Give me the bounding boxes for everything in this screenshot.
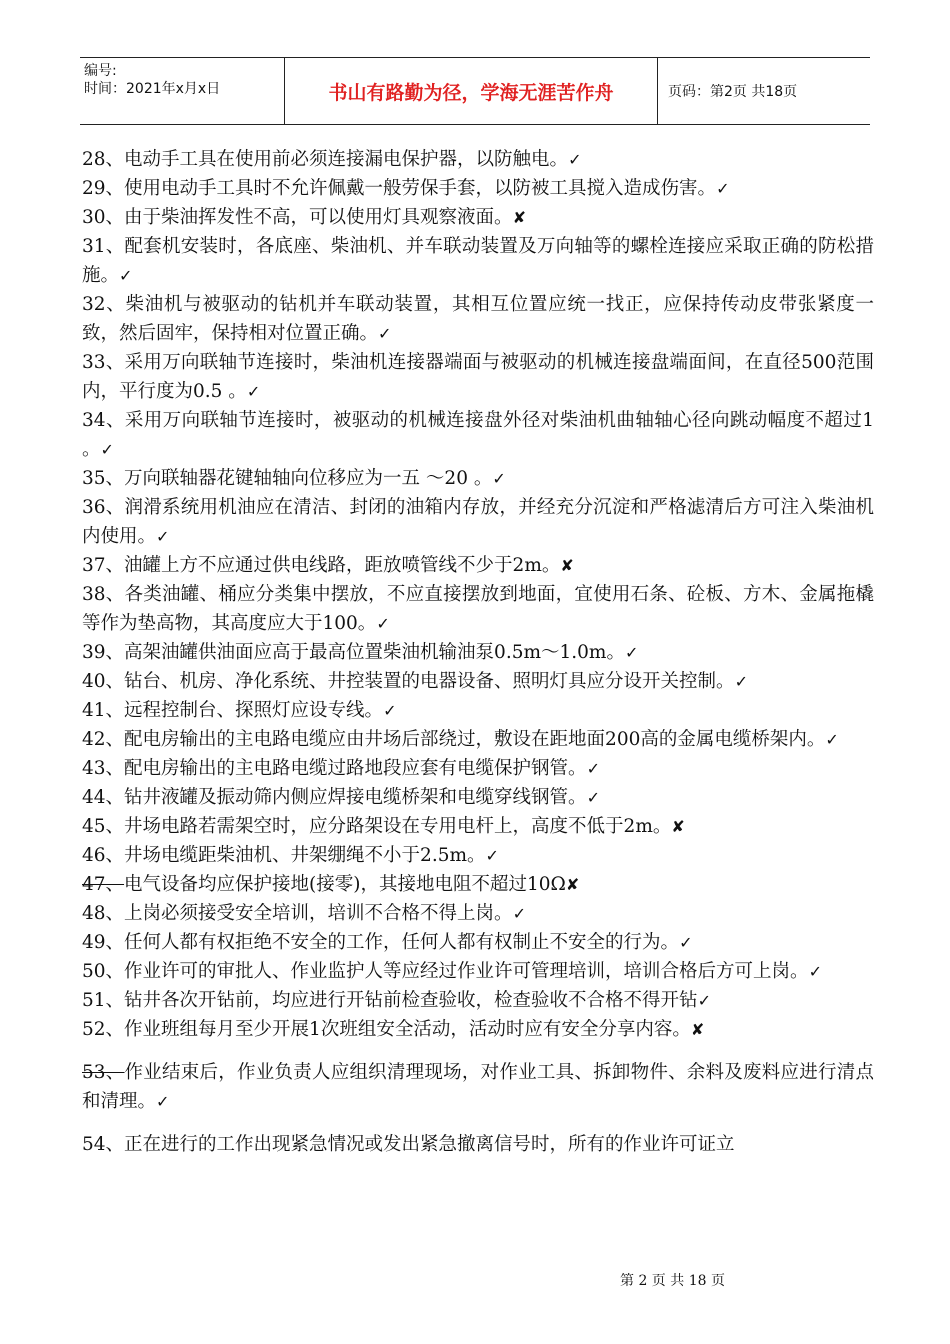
question-item: [82, 348, 874, 406]
question-text: 万向联轴器花键轴轴向位移应为一五 ～20 。: [124, 468, 493, 489]
check-mark-icon: ✓: [697, 991, 711, 1010]
question-item: [82, 696, 874, 725]
question-number: 38、: [82, 584, 125, 605]
question-text: 油罐上方不应通过供电线路，距放喷管线不少于2m。: [124, 555, 561, 576]
check-mark-icon: ✓: [492, 469, 506, 488]
check-mark-icon: ✓: [586, 759, 600, 778]
question-item: [82, 957, 874, 986]
check-mark-icon: ✓: [512, 904, 526, 923]
question-text: 配电房输出的主电路电缆应由井场后部绕过，敷设在距地面200高的金属电缆桥架内。: [124, 729, 826, 750]
motto: 书山有路勤为径，学海无涯苦作舟: [284, 58, 658, 124]
question-number: 54、: [82, 1134, 125, 1155]
question-number: 42、: [82, 729, 125, 750]
question-text: 电动手工具在使用前必须连接漏电保护器，以防触电。: [124, 149, 569, 170]
question-text: 配套机安装时，各底座、柴油机、并车联动装置及万向轴等的螺栓连接应采取正确的防松措施。: [82, 236, 874, 286]
number-label: 编号:: [84, 63, 117, 79]
question-number: 52、: [82, 1019, 125, 1040]
header-meta: [80, 58, 284, 124]
question-number: 46、: [82, 845, 125, 866]
question-text: 由于柴油挥发性不高，可以使用灯具观察液面。: [124, 207, 513, 228]
question-text: 采用万向联轴节连接时，柴油机连接器端面与被驱动的机械连接盘端面间，在直径500范围内，平行度为0.5 。: [82, 352, 874, 402]
question-number: 29、: [82, 178, 125, 199]
question-number: 39、: [82, 642, 125, 663]
question-number: 44、: [82, 787, 125, 808]
question-text: 作业结束后，作业负责人应组织清理现场，对作业工具、拆卸物件、余料及废料应进行清点和清理。: [82, 1062, 874, 1112]
question-item: [82, 812, 874, 841]
question-text: 高架油罐供油面应高于最高位置柴油机输油泵0.5m～1.0m。: [124, 642, 625, 663]
question-item: [82, 899, 874, 928]
question-text: 井场电缆距柴油机、井架绷绳不小于2.5m。: [124, 845, 486, 866]
page-info: 页码：第2页 共18页: [668, 84, 798, 100]
question-item: [82, 290, 874, 348]
question-text: 各类油罐、桶应分类集中摆放，不应直接摆放到地面，宜使用石条、砼板、方木、金属拖橇等作为垫高物，其高度应大于100。: [82, 584, 874, 634]
question-item: [82, 667, 874, 696]
check-mark-icon: ✓: [156, 1092, 170, 1111]
question-item: [82, 406, 874, 464]
time-label: 时间：2021年x月x日: [84, 81, 221, 97]
question-text: 钻台、机房、净化系统、井控装置的电器设备、照明灯具应分设开关控制。: [124, 671, 735, 692]
question-text: 采用万向联轴节连接时，被驱动的机械连接盘外径对柴油机曲轴轴心径向跳动幅度不超过1 。: [82, 410, 874, 460]
question-number: 37、: [82, 555, 125, 576]
check-mark-icon: ✓: [624, 643, 639, 662]
check-mark-icon: ✓: [376, 614, 390, 633]
question-item: [82, 203, 874, 232]
question-text: 井场电路若需架空时，应分路架设在专用电杆上，高度不低于2m。: [124, 816, 672, 837]
question-number: 30、: [82, 207, 125, 228]
question-number: 36、: [82, 497, 125, 518]
cross-mark-icon: ✘: [690, 1020, 705, 1039]
question-number: 49、: [82, 932, 125, 953]
question-item: [82, 145, 874, 174]
page-footer: 第 2 页 共 18 页: [620, 1273, 725, 1289]
question-text: 远程控制台、探照灯应设专线。: [124, 700, 384, 721]
question-text: 作业许可的审批人、作业监护人等应经过作业许可管理培训，培训合格后方可上岗。: [124, 961, 809, 982]
question-number: 41、: [82, 700, 125, 721]
check-mark-icon: ✓: [586, 788, 600, 807]
question-number: 53、: [82, 1062, 125, 1083]
question-text: 电气设备均应保护接地(接零)，其接地电阻不超过10Ω: [124, 874, 566, 895]
check-mark-icon: ✓: [734, 672, 748, 691]
cross-mark-icon: ✘: [565, 875, 580, 894]
question-text: 作业班组每月至少开展1次班组安全活动，活动时应有安全分享内容。: [124, 1019, 691, 1040]
check-mark-icon: ✓: [100, 440, 114, 459]
question-number: 45、: [82, 816, 125, 837]
check-mark-icon: ✓: [825, 730, 839, 749]
check-mark-icon: ✓: [808, 962, 822, 981]
question-number: 43、: [82, 758, 125, 779]
question-number: 48、: [82, 903, 125, 924]
question-item: [82, 841, 874, 870]
question-number: 28、: [82, 149, 125, 170]
cross-mark-icon: ✘: [671, 817, 685, 836]
cross-mark-icon: ✘: [512, 208, 526, 227]
question-list: [82, 145, 874, 1159]
question-item: [82, 464, 874, 493]
question-item: [82, 232, 874, 290]
question-item: [82, 493, 874, 551]
question-item: [82, 174, 874, 203]
cross-mark-icon: ✘: [560, 556, 574, 575]
question-text: 上岗必须接受安全培训，培训不合格不得上岗。: [124, 903, 513, 924]
check-mark-icon: ✓: [156, 527, 170, 546]
question-item: [82, 1058, 874, 1116]
question-number: 47、: [82, 874, 125, 895]
question-number: 34、: [82, 410, 125, 431]
question-item: [82, 580, 874, 638]
check-mark-icon: ✓: [716, 179, 730, 198]
question-item: [82, 638, 874, 667]
question-item: [82, 551, 874, 580]
question-number: 51、: [82, 990, 125, 1011]
question-item: [82, 928, 874, 957]
question-item: [82, 986, 874, 1015]
question-number: 50、: [82, 961, 125, 982]
question-number: 31、: [82, 236, 125, 257]
check-mark-icon: ✓: [568, 150, 582, 169]
question-text: 柴油机与被驱动的钻机并车联动装置，其相互位置应统一找正，应保持传动皮带张紧度一致，然后固牢，保持相对位置正确。: [82, 294, 874, 344]
question-item: [82, 870, 874, 899]
check-mark-icon: ✓: [378, 324, 392, 343]
check-mark-icon: ✓: [485, 846, 499, 865]
question-number: 32、: [82, 294, 126, 315]
question-text: 使用电动手工具时不允许佩戴一般劳保手套，以防被工具搅入造成伤害。: [124, 178, 717, 199]
question-number: 33、: [82, 352, 125, 373]
page-header: [80, 57, 870, 125]
check-mark-icon: ✓: [246, 382, 261, 401]
question-number: 40、: [82, 671, 125, 692]
check-mark-icon: ✓: [679, 933, 693, 952]
question-text: 正在进行的工作出现紧急情况或发出紧急撤离信号时，所有的作业许可证立: [124, 1134, 735, 1155]
check-mark-icon: ✓: [383, 701, 397, 720]
check-mark-icon: ✓: [119, 266, 133, 285]
question-text: 钻井液罐及振动筛内侧应焊接电缆桥架和电缆穿线钢管。: [124, 787, 587, 808]
question-text: 配电房输出的主电路电缆过路地段应套有电缆保护钢管。: [124, 758, 587, 779]
question-item: [82, 1015, 874, 1044]
question-text: 钻井各次开钻前，均应进行开钻前检查验收，检查验收不合格不得开钻: [124, 990, 698, 1011]
question-item: [82, 754, 874, 783]
question-text: 润滑系统用机油应在清洁、封闭的油箱内存放，并经充分沉淀和严格滤清后方可注入柴油机内使用。: [82, 497, 874, 547]
question-number: 35、: [82, 468, 125, 489]
question-text: 任何人都有权拒绝不安全的工作，任何人都有权制止不安全的行为。: [124, 932, 680, 953]
question-item: [82, 725, 874, 754]
question-item: [82, 783, 874, 812]
question-item: [82, 1130, 874, 1159]
